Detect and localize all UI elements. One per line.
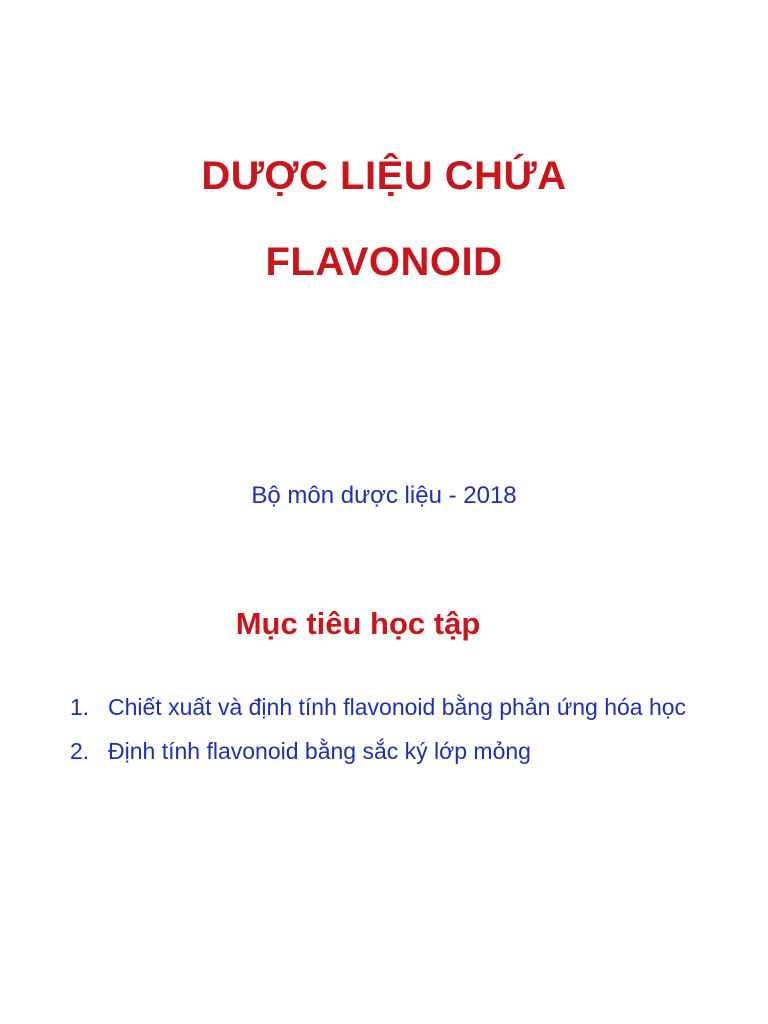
document-subtitle: Bộ môn dược liệu - 2018	[251, 482, 517, 509]
list-item-text: Định tính flavonoid bằng sắc ký lớp mỏng	[108, 738, 531, 764]
list-item-number: 2.	[70, 738, 90, 764]
list-item-text: Chiết xuất và định tính flavonoid bằng phản ứng hóa học	[108, 694, 687, 720]
list-item	[70, 729, 700, 773]
document-title-line-2: FLAVONOID	[265, 240, 503, 284]
document-title-line-1: DƯỢC LIỆU CHỨA	[201, 154, 567, 198]
list-item-number: 1.	[70, 694, 90, 720]
section-heading: Mục tiêu học tập	[235, 606, 481, 641]
objectives-list	[70, 685, 700, 773]
list-item	[70, 685, 700, 729]
